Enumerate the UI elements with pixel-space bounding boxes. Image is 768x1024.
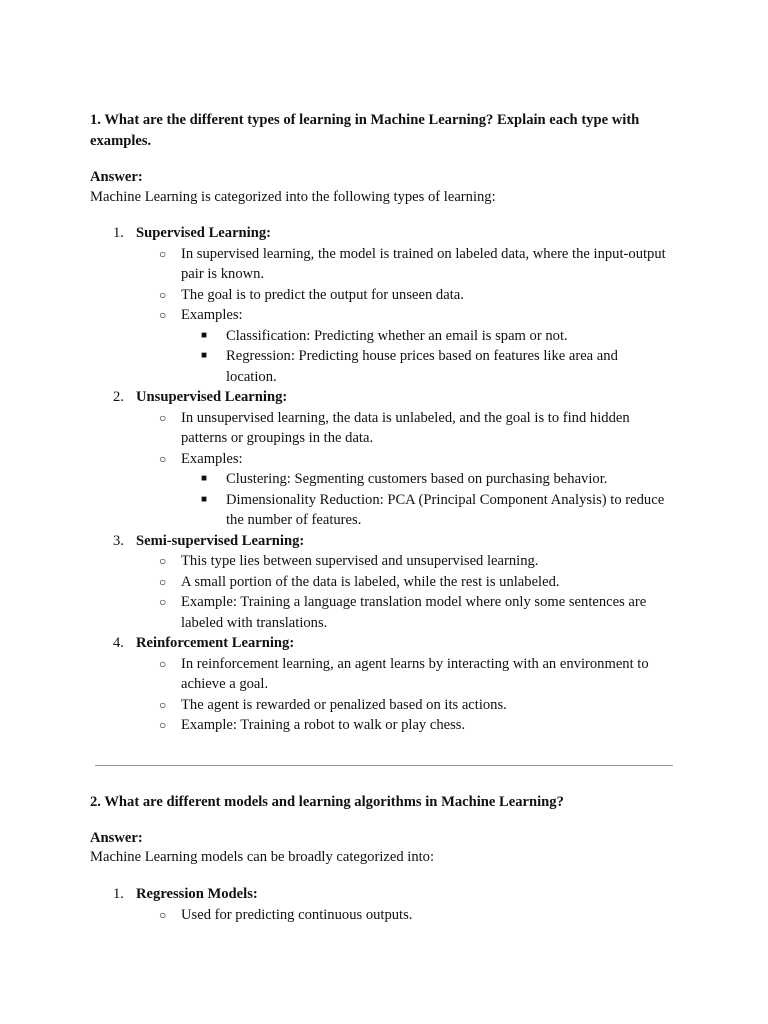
answer-1-label: Answer: xyxy=(90,169,143,185)
circle-bullet-icon: ○ xyxy=(159,595,167,609)
bullet-text: The agent is rewarded or penalized based on its actions. xyxy=(181,696,507,713)
circle-bullet-icon: ○ xyxy=(159,718,167,732)
bullet-text: In reinforcement learning, an agent learns by interacting with an environment to achieve a goal. xyxy=(181,655,649,692)
bullet-item xyxy=(159,905,671,926)
question-2-heading: 2. What are different models and learning algorithms in Machine Learning? xyxy=(90,794,564,810)
bullet-item xyxy=(159,449,671,470)
bullet-text: This type lies between supervised and unsupervised learning. xyxy=(181,553,539,569)
list-item xyxy=(0,633,768,736)
circle-bullet-icon: ○ xyxy=(159,554,167,568)
question-1-heading: 1. What are the different types of learning in Machine Learning? Explain each type with examples. xyxy=(90,112,640,149)
learning-types-list xyxy=(0,223,768,736)
list-item xyxy=(0,223,768,387)
list-number: 1. xyxy=(113,225,124,241)
sub-bullet-text: Clustering: Segmenting customers based on purchasing behavior. xyxy=(226,471,608,487)
bullet-text: The goal is to predict the output for unseen data. xyxy=(181,286,464,303)
bullet-item xyxy=(159,715,671,736)
circle-bullet-icon: ○ xyxy=(159,574,167,589)
bullet-item xyxy=(159,244,671,285)
list-number: 4. xyxy=(113,635,124,651)
list-item-title: Supervised Learning: xyxy=(136,225,272,241)
list-number: 3. xyxy=(113,532,124,549)
bullet-text: Examples: xyxy=(181,450,243,467)
bullet-item xyxy=(159,305,671,326)
square-bullet-icon: ■ xyxy=(201,350,208,361)
circle-bullet-icon: ○ xyxy=(159,287,167,302)
list-item xyxy=(0,387,768,531)
list-item xyxy=(0,884,768,925)
bullet-item xyxy=(159,572,671,593)
circle-bullet-icon: ○ xyxy=(159,697,167,712)
bullet-item xyxy=(159,695,671,716)
bullet-item xyxy=(159,408,671,449)
section-divider xyxy=(95,765,673,766)
answer-2-label: Answer: xyxy=(90,830,143,846)
sub-bullet-text: Dimensionality Reduction: PCA (Principal Component Analysis) to reduce the number of features. xyxy=(226,491,665,528)
list-item-title: Reinforcement Learning: xyxy=(136,635,295,651)
bullet-text: A small portion of the data is labeled, while the rest is unlabeled. xyxy=(181,573,560,590)
answer-1-intro: Machine Learning is categorized into the following types of learning: xyxy=(90,189,496,205)
list-item-title: Semi-supervised Learning: xyxy=(136,532,305,549)
bullet-text: Used for predicting continuous outputs. xyxy=(181,906,413,923)
list-number: 2. xyxy=(113,389,124,405)
circle-bullet-icon: ○ xyxy=(159,656,167,671)
circle-bullet-icon: ○ xyxy=(159,410,167,425)
bullet-text: Example: Training a robot to walk or play chess. xyxy=(181,717,466,733)
square-bullet-icon: ■ xyxy=(201,329,208,341)
list-item-title: Unsupervised Learning: xyxy=(136,389,288,405)
sub-bullet-item xyxy=(201,346,666,387)
circle-bullet-icon: ○ xyxy=(159,308,167,322)
bullet-item xyxy=(159,654,671,695)
circle-bullet-icon: ○ xyxy=(159,451,167,466)
bullet-text: In supervised learning, the model is trained on labeled data, where the input-output pair is known. xyxy=(181,245,666,282)
circle-bullet-icon: ○ xyxy=(159,246,167,261)
sub-bullet-item xyxy=(201,469,666,490)
square-bullet-icon: ■ xyxy=(201,473,208,484)
answer-2-intro: Machine Learning models can be broadly categorized into: xyxy=(90,849,435,865)
list-item-title: Regression Models: xyxy=(136,886,258,902)
bullet-item xyxy=(159,551,671,572)
bullet-text: Examples: xyxy=(181,307,243,323)
bullet-item xyxy=(159,592,671,633)
bullet-text: In unsupervised learning, the data is unlabeled, and the goal is to find hidden patterns or groupings in the data. xyxy=(181,409,630,446)
bullet-text: Example: Training a language translation model where only some sentences are labeled with translations. xyxy=(181,594,647,631)
square-bullet-icon: ■ xyxy=(201,493,208,505)
list-item xyxy=(0,531,768,634)
bullet-item xyxy=(159,285,671,306)
sub-bullet-item xyxy=(201,326,666,347)
model-types-list xyxy=(0,884,768,925)
sub-bullet-text: Regression: Predicting house prices based on features like area and location. xyxy=(226,348,618,385)
sub-bullet-item xyxy=(201,490,666,531)
circle-bullet-icon: ○ xyxy=(159,907,167,922)
list-number: 1. xyxy=(113,886,124,902)
sub-bullet-text: Classification: Predicting whether an email is spam or not. xyxy=(226,327,568,344)
